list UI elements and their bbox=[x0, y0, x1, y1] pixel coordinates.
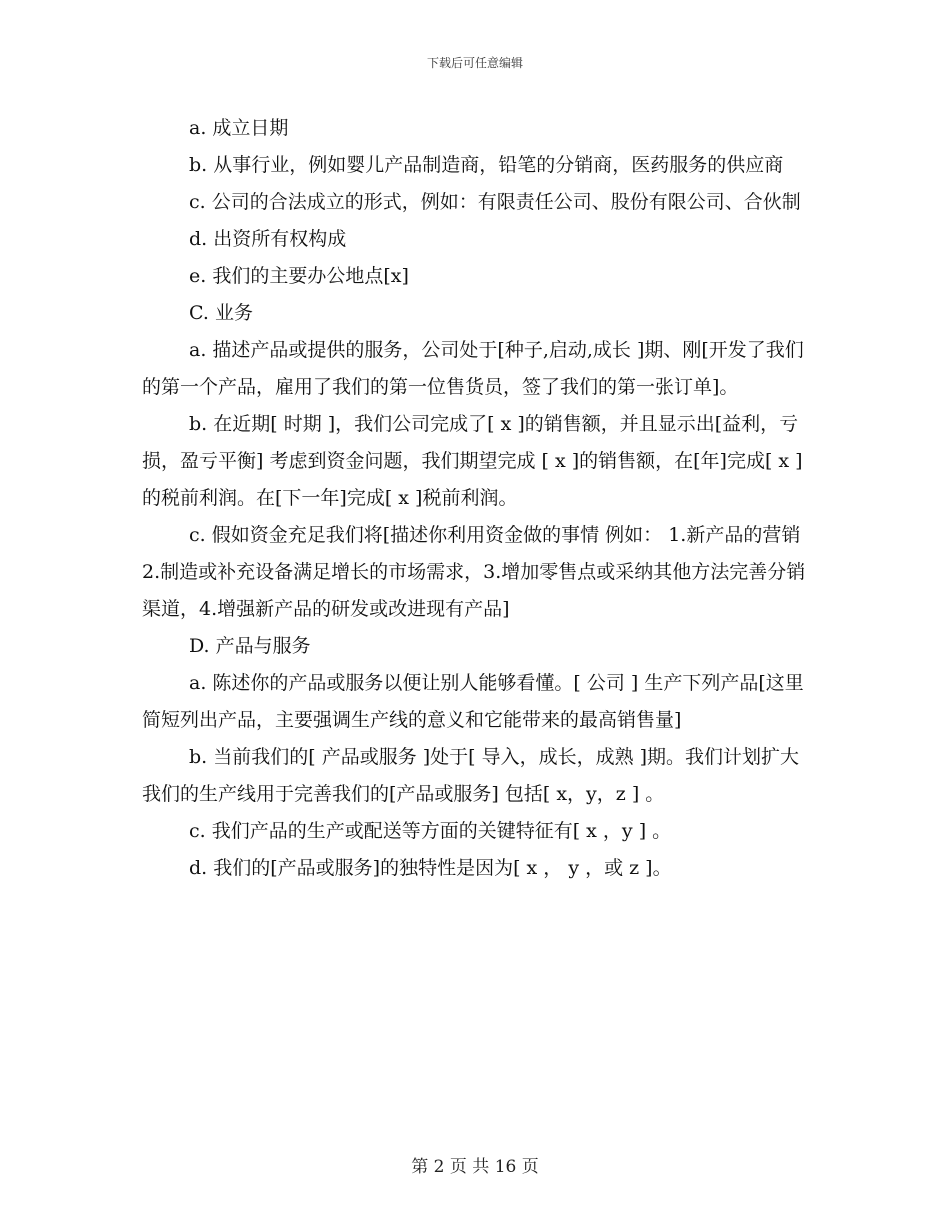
section-heading-products: D. 产品与服务 bbox=[189, 635, 311, 657]
paragraph-business-description: a. 描述产品或提供的服务，公司处于[种子,启动,成长 ]期、刚[开发了我们的第一个产品，雇用了我们的第一位售货员，签了我们的第一张订单]。 bbox=[142, 339, 804, 398]
section-heading-business: C. 业务 bbox=[189, 302, 253, 324]
paragraph-founding-date: a. 成立日期 bbox=[189, 117, 289, 139]
paragraph-sales-profit: b. 在近期[ 时期 ]，我们公司完成了[ x ]的销售额，并且显示出[益利，亏损，盈亏平衡] 考虑到资金问题，我们期望完成 [ x ]的销售额，在[年]完成[ x ]的税前利润。在[下一年]完成[ x ]税前利润。 bbox=[142, 413, 803, 509]
paragraph-industry: b. 从事行业，例如婴儿产品制造商，铅笔的分销商，医药服务的供应商 bbox=[189, 154, 784, 176]
page-number-footer: 第 2 页 共 16 页 bbox=[411, 1157, 539, 1177]
paragraph-product-statement: a. 陈述你的产品或服务以便让别人能够看懂。[ 公司 ] 生产下列产品[这里简短列出产品，主要强调生产线的意义和它能带来的最高销售量] bbox=[142, 672, 804, 731]
paragraph-key-features: c. 我们产品的生产或配送等方面的关键特征有[ x ，y ] 。 bbox=[189, 820, 672, 842]
paragraph-uniqueness: d. 我们的[产品或服务]的独特性是因为[ x ， y ，或 z ]。 bbox=[189, 857, 672, 879]
paragraph-ownership: d. 出资所有权构成 bbox=[189, 228, 347, 250]
paragraph-product-stage: b. 当前我们的[ 产品或服务 ]处于[ 导入，成长，成熟 ]期。我们计划扩大我们的生产线用于完善我们的[产品或服务] 包括[ x，y，z ] 。 bbox=[142, 746, 800, 805]
page-header: 下载后可任意编辑 bbox=[426, 56, 523, 70]
paragraph-funding-use: c. 假如资金充足我们将[描述你利用资金做的事情 例如： 1.新产品的营销 2.制造或补充设备满足增长的市场需求，3.增加零售点或采纳其他方法完善分销渠道，4.增强新产品的研发或改进现有产品] bbox=[142, 524, 806, 620]
paragraph-office-location: e. 我们的主要办公地点[x] bbox=[189, 265, 409, 287]
document-body bbox=[142, 110, 818, 887]
paragraph-legal-form: c. 公司的合法成立的形式，例如：有限责任公司、股份有限公司、合伙制 bbox=[189, 191, 801, 213]
